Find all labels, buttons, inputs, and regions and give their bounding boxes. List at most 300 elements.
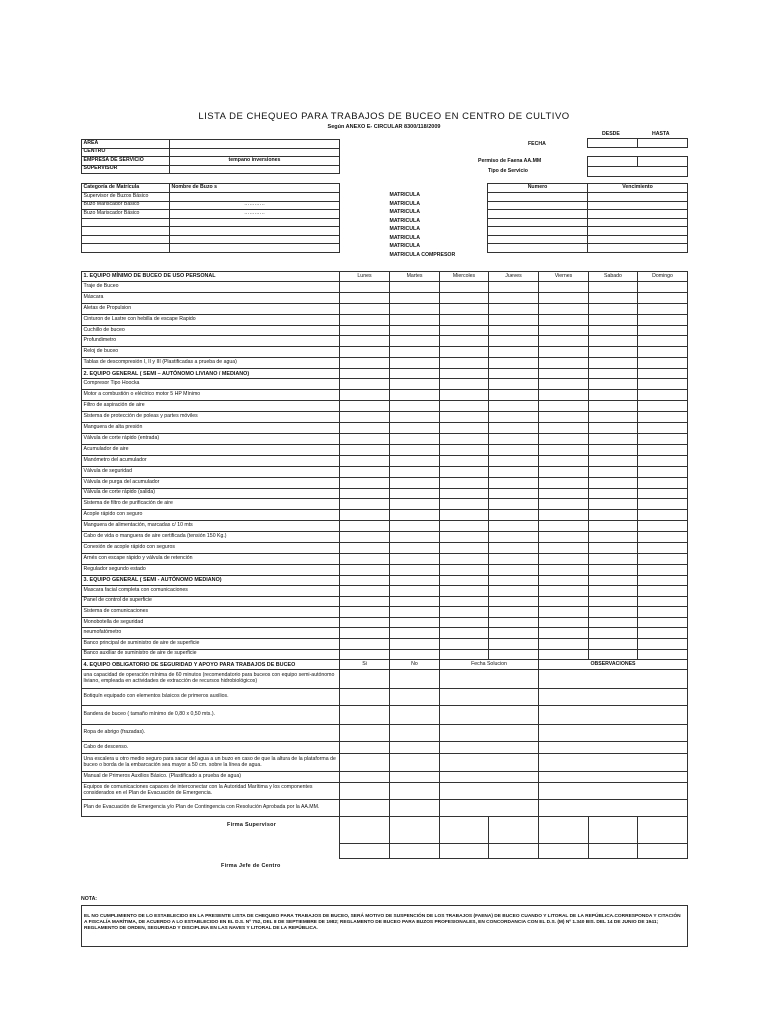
si-cell[interactable]	[340, 800, 390, 817]
signature-cell[interactable]	[340, 817, 390, 844]
checklist-day-cell[interactable]	[638, 303, 688, 314]
checklist-day-cell[interactable]	[390, 649, 440, 660]
no-cell[interactable]	[390, 670, 440, 689]
checklist-day-cell[interactable]	[440, 532, 489, 543]
checklist-day-cell[interactable]	[589, 433, 638, 444]
checklist-day-cell[interactable]	[638, 411, 688, 422]
checklist-day-cell[interactable]	[340, 521, 390, 532]
checklist-day-cell[interactable]	[539, 596, 589, 607]
checklist-day-cell[interactable]	[638, 358, 688, 369]
checklist-day-cell[interactable]	[539, 586, 589, 597]
checklist-day-cell[interactable]	[440, 292, 489, 303]
checklist-day-cell[interactable]	[340, 379, 390, 390]
checklist-day-cell[interactable]	[340, 628, 390, 639]
checklist-day-cell[interactable]	[440, 628, 489, 639]
signature-cell[interactable]	[638, 817, 688, 844]
checklist-day-cell[interactable]	[340, 466, 390, 477]
checklist-day-cell[interactable]	[440, 638, 489, 649]
checklist-day-cell[interactable]	[440, 543, 489, 554]
vencimiento-field[interactable]	[588, 218, 688, 227]
checklist-day-cell[interactable]	[390, 576, 440, 586]
area-field[interactable]	[170, 140, 340, 149]
vencimiento-field[interactable]	[588, 227, 688, 236]
checklist-day-cell[interactable]	[340, 532, 390, 543]
diver-name-cell[interactable]	[170, 193, 340, 202]
checklist-day-cell[interactable]	[589, 638, 638, 649]
checklist-day-cell[interactable]	[440, 390, 489, 401]
checklist-day-cell[interactable]	[390, 422, 440, 433]
checklist-day-cell[interactable]	[589, 565, 638, 576]
checklist-day-cell[interactable]	[440, 521, 489, 532]
checklist-day-cell[interactable]	[390, 455, 440, 466]
checklist-day-cell[interactable]	[489, 358, 539, 369]
checklist-day-cell[interactable]	[340, 433, 390, 444]
checklist-day-cell[interactable]	[340, 358, 390, 369]
fecha-solucion-cell[interactable]	[440, 742, 539, 754]
checklist-day-cell[interactable]	[440, 336, 489, 347]
checklist-day-cell[interactable]	[440, 617, 489, 628]
diver-name-cell[interactable]: …………	[170, 210, 340, 219]
checklist-day-cell[interactable]	[340, 596, 390, 607]
fecha-solucion-cell[interactable]	[440, 800, 539, 817]
checklist-day-cell[interactable]	[440, 422, 489, 433]
checklist-day-cell[interactable]	[589, 303, 638, 314]
checklist-day-cell[interactable]	[440, 455, 489, 466]
checklist-day-cell[interactable]	[340, 586, 390, 597]
checklist-day-cell[interactable]	[390, 358, 440, 369]
checklist-day-cell[interactable]	[340, 477, 390, 488]
checklist-day-cell[interactable]	[440, 314, 489, 325]
checklist-day-cell[interactable]	[638, 282, 688, 293]
checklist-day-cell[interactable]	[390, 336, 440, 347]
checklist-day-cell[interactable]	[489, 411, 539, 422]
vencimiento-field[interactable]	[588, 210, 688, 219]
checklist-day-cell[interactable]	[440, 347, 489, 358]
vencimiento-field[interactable]	[588, 235, 688, 244]
checklist-day-cell[interactable]	[440, 576, 489, 586]
checklist-day-cell[interactable]	[638, 466, 688, 477]
checklist-day-cell[interactable]	[589, 576, 638, 586]
checklist-day-cell[interactable]	[489, 325, 539, 336]
checklist-day-cell[interactable]	[489, 543, 539, 554]
checklist-day-cell[interactable]	[340, 444, 390, 455]
checklist-day-cell[interactable]	[390, 347, 440, 358]
checklist-day-cell[interactable]	[539, 358, 589, 369]
observaciones-cell[interactable]	[539, 725, 688, 742]
diver-name-cell[interactable]	[170, 227, 340, 236]
fecha-hasta-field[interactable]	[638, 139, 688, 148]
checklist-day-cell[interactable]	[489, 433, 539, 444]
checklist-day-cell[interactable]	[489, 444, 539, 455]
checklist-day-cell[interactable]	[539, 554, 589, 565]
checklist-day-cell[interactable]	[340, 401, 390, 412]
no-cell[interactable]	[390, 689, 440, 706]
checklist-day-cell[interactable]	[340, 554, 390, 565]
checklist-day-cell[interactable]	[539, 455, 589, 466]
checklist-day-cell[interactable]	[440, 358, 489, 369]
checklist-day-cell[interactable]	[539, 411, 589, 422]
checklist-day-cell[interactable]	[589, 543, 638, 554]
checklist-day-cell[interactable]	[390, 499, 440, 510]
checklist-day-cell[interactable]	[589, 336, 638, 347]
checklist-day-cell[interactable]	[390, 390, 440, 401]
checklist-day-cell[interactable]	[440, 379, 489, 390]
si-cell[interactable]	[340, 783, 390, 800]
checklist-day-cell[interactable]	[440, 369, 489, 379]
checklist-day-cell[interactable]	[539, 628, 589, 639]
fecha-solucion-cell[interactable]	[440, 772, 539, 783]
checklist-day-cell[interactable]	[440, 282, 489, 293]
no-cell[interactable]	[390, 772, 440, 783]
checklist-day-cell[interactable]	[390, 488, 440, 499]
diver-name-cell[interactable]	[170, 218, 340, 227]
checklist-day-cell[interactable]	[390, 477, 440, 488]
checklist-day-cell[interactable]	[539, 292, 589, 303]
checklist-day-cell[interactable]	[539, 466, 589, 477]
numero-field[interactable]	[488, 227, 588, 236]
checklist-day-cell[interactable]	[638, 488, 688, 499]
checklist-day-cell[interactable]	[638, 336, 688, 347]
checklist-day-cell[interactable]	[390, 543, 440, 554]
checklist-day-cell[interactable]	[489, 617, 539, 628]
checklist-day-cell[interactable]	[539, 617, 589, 628]
checklist-day-cell[interactable]	[489, 292, 539, 303]
checklist-day-cell[interactable]	[638, 649, 688, 660]
checklist-day-cell[interactable]	[638, 347, 688, 358]
fecha-solucion-cell[interactable]	[440, 783, 539, 800]
checklist-day-cell[interactable]	[440, 607, 489, 618]
permiso-field-2[interactable]	[638, 157, 688, 167]
checklist-day-cell[interactable]	[390, 532, 440, 543]
checklist-day-cell[interactable]	[390, 638, 440, 649]
checklist-day-cell[interactable]	[340, 325, 390, 336]
checklist-day-cell[interactable]	[539, 379, 589, 390]
signature-cell[interactable]	[489, 817, 539, 844]
checklist-day-cell[interactable]	[638, 532, 688, 543]
signature-cell[interactable]	[390, 817, 440, 844]
checklist-day-cell[interactable]	[589, 369, 638, 379]
checklist-day-cell[interactable]	[390, 314, 440, 325]
checklist-day-cell[interactable]	[489, 649, 539, 660]
vencimiento-field[interactable]	[588, 201, 688, 210]
diver-name-cell[interactable]	[170, 244, 340, 253]
checklist-day-cell[interactable]	[489, 282, 539, 293]
checklist-day-cell[interactable]	[390, 401, 440, 412]
checklist-day-cell[interactable]	[440, 401, 489, 412]
checklist-day-cell[interactable]	[539, 444, 589, 455]
checklist-day-cell[interactable]	[340, 649, 390, 660]
checklist-day-cell[interactable]	[589, 444, 638, 455]
checklist-day-cell[interactable]	[539, 607, 589, 618]
checklist-day-cell[interactable]	[340, 390, 390, 401]
checklist-day-cell[interactable]	[440, 586, 489, 597]
checklist-day-cell[interactable]	[440, 554, 489, 565]
checklist-day-cell[interactable]	[589, 586, 638, 597]
si-cell[interactable]	[340, 742, 390, 754]
signature-cell[interactable]	[390, 844, 440, 859]
checklist-day-cell[interactable]	[489, 586, 539, 597]
observaciones-cell[interactable]	[539, 754, 688, 772]
fecha-solucion-cell[interactable]	[440, 670, 539, 689]
checklist-day-cell[interactable]	[589, 314, 638, 325]
checklist-day-cell[interactable]	[440, 466, 489, 477]
checklist-day-cell[interactable]	[340, 638, 390, 649]
checklist-day-cell[interactable]	[589, 411, 638, 422]
checklist-day-cell[interactable]	[340, 303, 390, 314]
checklist-day-cell[interactable]	[440, 488, 489, 499]
empresa-field[interactable]: tempano inversiones	[170, 157, 340, 166]
numero-field[interactable]	[488, 210, 588, 219]
vencimiento-field[interactable]	[588, 244, 688, 253]
checklist-day-cell[interactable]	[638, 499, 688, 510]
checklist-day-cell[interactable]	[589, 325, 638, 336]
centro-field[interactable]	[170, 148, 340, 157]
checklist-day-cell[interactable]	[539, 314, 589, 325]
checklist-day-cell[interactable]	[638, 565, 688, 576]
signature-cell[interactable]	[340, 844, 390, 859]
checklist-day-cell[interactable]	[489, 303, 539, 314]
checklist-day-cell[interactable]	[589, 596, 638, 607]
checklist-day-cell[interactable]	[440, 303, 489, 314]
observaciones-cell[interactable]	[539, 706, 688, 725]
si-cell[interactable]	[340, 670, 390, 689]
checklist-day-cell[interactable]	[440, 325, 489, 336]
checklist-day-cell[interactable]	[489, 565, 539, 576]
checklist-day-cell[interactable]	[589, 628, 638, 639]
checklist-day-cell[interactable]	[340, 488, 390, 499]
fecha-desde-field[interactable]	[588, 139, 638, 148]
checklist-day-cell[interactable]	[390, 628, 440, 639]
checklist-day-cell[interactable]	[539, 510, 589, 521]
checklist-day-cell[interactable]	[638, 576, 688, 586]
checklist-day-cell[interactable]	[589, 477, 638, 488]
checklist-day-cell[interactable]	[440, 477, 489, 488]
checklist-day-cell[interactable]	[489, 477, 539, 488]
checklist-day-cell[interactable]	[390, 565, 440, 576]
checklist-day-cell[interactable]	[340, 565, 390, 576]
checklist-day-cell[interactable]	[589, 554, 638, 565]
checklist-day-cell[interactable]	[489, 499, 539, 510]
supervisor-field[interactable]	[170, 165, 340, 174]
signature-cell[interactable]	[440, 844, 489, 859]
vencimiento-field[interactable]	[588, 193, 688, 202]
checklist-day-cell[interactable]	[638, 607, 688, 618]
checklist-day-cell[interactable]	[489, 638, 539, 649]
checklist-day-cell[interactable]	[589, 499, 638, 510]
checklist-day-cell[interactable]	[638, 325, 688, 336]
checklist-day-cell[interactable]	[390, 292, 440, 303]
numero-field[interactable]	[488, 218, 588, 227]
checklist-day-cell[interactable]	[340, 455, 390, 466]
checklist-day-cell[interactable]	[539, 401, 589, 412]
checklist-day-cell[interactable]	[489, 369, 539, 379]
checklist-day-cell[interactable]	[589, 292, 638, 303]
checklist-day-cell[interactable]	[638, 554, 688, 565]
checklist-day-cell[interactable]	[638, 433, 688, 444]
observaciones-cell[interactable]	[539, 670, 688, 689]
checklist-day-cell[interactable]	[589, 466, 638, 477]
checklist-day-cell[interactable]	[589, 488, 638, 499]
checklist-day-cell[interactable]	[390, 617, 440, 628]
signature-cell[interactable]	[638, 844, 688, 859]
checklist-day-cell[interactable]	[589, 532, 638, 543]
checklist-day-cell[interactable]	[539, 488, 589, 499]
checklist-day-cell[interactable]	[589, 401, 638, 412]
checklist-day-cell[interactable]	[539, 499, 589, 510]
checklist-day-cell[interactable]	[638, 510, 688, 521]
checklist-day-cell[interactable]	[390, 325, 440, 336]
observaciones-cell[interactable]	[539, 689, 688, 706]
checklist-day-cell[interactable]	[489, 596, 539, 607]
observaciones-cell[interactable]	[539, 772, 688, 783]
no-cell[interactable]	[390, 742, 440, 754]
checklist-day-cell[interactable]	[390, 521, 440, 532]
signature-cell[interactable]	[589, 844, 638, 859]
checklist-day-cell[interactable]	[390, 303, 440, 314]
checklist-day-cell[interactable]	[638, 477, 688, 488]
si-cell[interactable]	[340, 754, 390, 772]
checklist-day-cell[interactable]	[638, 596, 688, 607]
numero-field[interactable]	[488, 193, 588, 202]
checklist-day-cell[interactable]	[589, 282, 638, 293]
checklist-day-cell[interactable]	[638, 628, 688, 639]
fecha-solucion-cell[interactable]	[440, 725, 539, 742]
checklist-day-cell[interactable]	[589, 617, 638, 628]
diver-name-cell[interactable]	[170, 235, 340, 244]
checklist-day-cell[interactable]	[589, 347, 638, 358]
checklist-day-cell[interactable]	[638, 401, 688, 412]
checklist-day-cell[interactable]	[589, 379, 638, 390]
signature-cell[interactable]	[440, 817, 489, 844]
checklist-day-cell[interactable]	[340, 336, 390, 347]
checklist-day-cell[interactable]	[440, 565, 489, 576]
checklist-day-cell[interactable]	[390, 586, 440, 597]
checklist-day-cell[interactable]	[638, 617, 688, 628]
numero-field[interactable]	[488, 244, 588, 253]
checklist-day-cell[interactable]	[489, 532, 539, 543]
checklist-day-cell[interactable]	[489, 554, 539, 565]
fecha-solucion-cell[interactable]	[440, 706, 539, 725]
checklist-day-cell[interactable]	[489, 347, 539, 358]
checklist-day-cell[interactable]	[489, 455, 539, 466]
checklist-day-cell[interactable]	[340, 422, 390, 433]
checklist-day-cell[interactable]	[589, 649, 638, 660]
no-cell[interactable]	[390, 706, 440, 725]
checklist-day-cell[interactable]	[539, 369, 589, 379]
checklist-day-cell[interactable]	[340, 282, 390, 293]
checklist-day-cell[interactable]	[390, 411, 440, 422]
checklist-day-cell[interactable]	[539, 521, 589, 532]
checklist-day-cell[interactable]	[638, 638, 688, 649]
checklist-day-cell[interactable]	[638, 422, 688, 433]
checklist-day-cell[interactable]	[539, 433, 589, 444]
si-cell[interactable]	[340, 725, 390, 742]
checklist-day-cell[interactable]	[489, 510, 539, 521]
checklist-day-cell[interactable]	[638, 314, 688, 325]
checklist-day-cell[interactable]	[539, 543, 589, 554]
checklist-day-cell[interactable]	[638, 379, 688, 390]
checklist-day-cell[interactable]	[539, 303, 589, 314]
checklist-day-cell[interactable]	[340, 617, 390, 628]
checklist-day-cell[interactable]	[340, 543, 390, 554]
observaciones-cell[interactable]	[539, 783, 688, 800]
signature-cell[interactable]	[489, 844, 539, 859]
checklist-day-cell[interactable]	[440, 649, 489, 660]
checklist-day-cell[interactable]	[539, 390, 589, 401]
checklist-day-cell[interactable]	[638, 444, 688, 455]
checklist-day-cell[interactable]	[340, 576, 390, 586]
checklist-day-cell[interactable]	[340, 292, 390, 303]
checklist-day-cell[interactable]	[390, 369, 440, 379]
checklist-day-cell[interactable]	[539, 638, 589, 649]
si-cell[interactable]	[340, 706, 390, 725]
checklist-day-cell[interactable]	[489, 576, 539, 586]
checklist-day-cell[interactable]	[638, 390, 688, 401]
checklist-day-cell[interactable]	[440, 596, 489, 607]
checklist-day-cell[interactable]	[390, 379, 440, 390]
checklist-day-cell[interactable]	[589, 358, 638, 369]
checklist-day-cell[interactable]	[340, 510, 390, 521]
checklist-day-cell[interactable]	[489, 401, 539, 412]
checklist-day-cell[interactable]	[589, 510, 638, 521]
no-cell[interactable]	[390, 783, 440, 800]
checklist-day-cell[interactable]	[638, 369, 688, 379]
checklist-day-cell[interactable]	[390, 510, 440, 521]
checklist-day-cell[interactable]	[390, 282, 440, 293]
checklist-day-cell[interactable]	[340, 607, 390, 618]
checklist-day-cell[interactable]	[390, 607, 440, 618]
checklist-day-cell[interactable]	[440, 510, 489, 521]
checklist-day-cell[interactable]	[539, 336, 589, 347]
checklist-day-cell[interactable]	[489, 466, 539, 477]
checklist-day-cell[interactable]	[489, 628, 539, 639]
signature-cell[interactable]	[589, 817, 638, 844]
checklist-day-cell[interactable]	[440, 444, 489, 455]
checklist-day-cell[interactable]	[390, 466, 440, 477]
checklist-day-cell[interactable]	[589, 455, 638, 466]
checklist-day-cell[interactable]	[340, 314, 390, 325]
checklist-day-cell[interactable]	[390, 596, 440, 607]
checklist-day-cell[interactable]	[539, 477, 589, 488]
checklist-day-cell[interactable]	[390, 554, 440, 565]
no-cell[interactable]	[390, 800, 440, 817]
checklist-day-cell[interactable]	[539, 347, 589, 358]
checklist-day-cell[interactable]	[489, 390, 539, 401]
checklist-day-cell[interactable]	[539, 576, 589, 586]
checklist-day-cell[interactable]	[489, 379, 539, 390]
si-cell[interactable]	[340, 772, 390, 783]
signature-cell[interactable]	[539, 844, 589, 859]
checklist-day-cell[interactable]	[390, 444, 440, 455]
checklist-day-cell[interactable]	[340, 347, 390, 358]
checklist-day-cell[interactable]	[489, 488, 539, 499]
checklist-day-cell[interactable]	[589, 422, 638, 433]
checklist-day-cell[interactable]	[539, 422, 589, 433]
observaciones-cell[interactable]	[539, 800, 688, 817]
checklist-day-cell[interactable]	[489, 521, 539, 532]
checklist-day-cell[interactable]	[340, 499, 390, 510]
checklist-day-cell[interactable]	[638, 521, 688, 532]
checklist-day-cell[interactable]	[440, 411, 489, 422]
checklist-day-cell[interactable]	[489, 336, 539, 347]
signature-cell[interactable]	[539, 817, 589, 844]
checklist-day-cell[interactable]	[489, 607, 539, 618]
si-cell[interactable]	[340, 689, 390, 706]
checklist-day-cell[interactable]	[589, 607, 638, 618]
checklist-day-cell[interactable]	[638, 586, 688, 597]
fecha-solucion-cell[interactable]	[440, 754, 539, 772]
checklist-day-cell[interactable]	[638, 455, 688, 466]
